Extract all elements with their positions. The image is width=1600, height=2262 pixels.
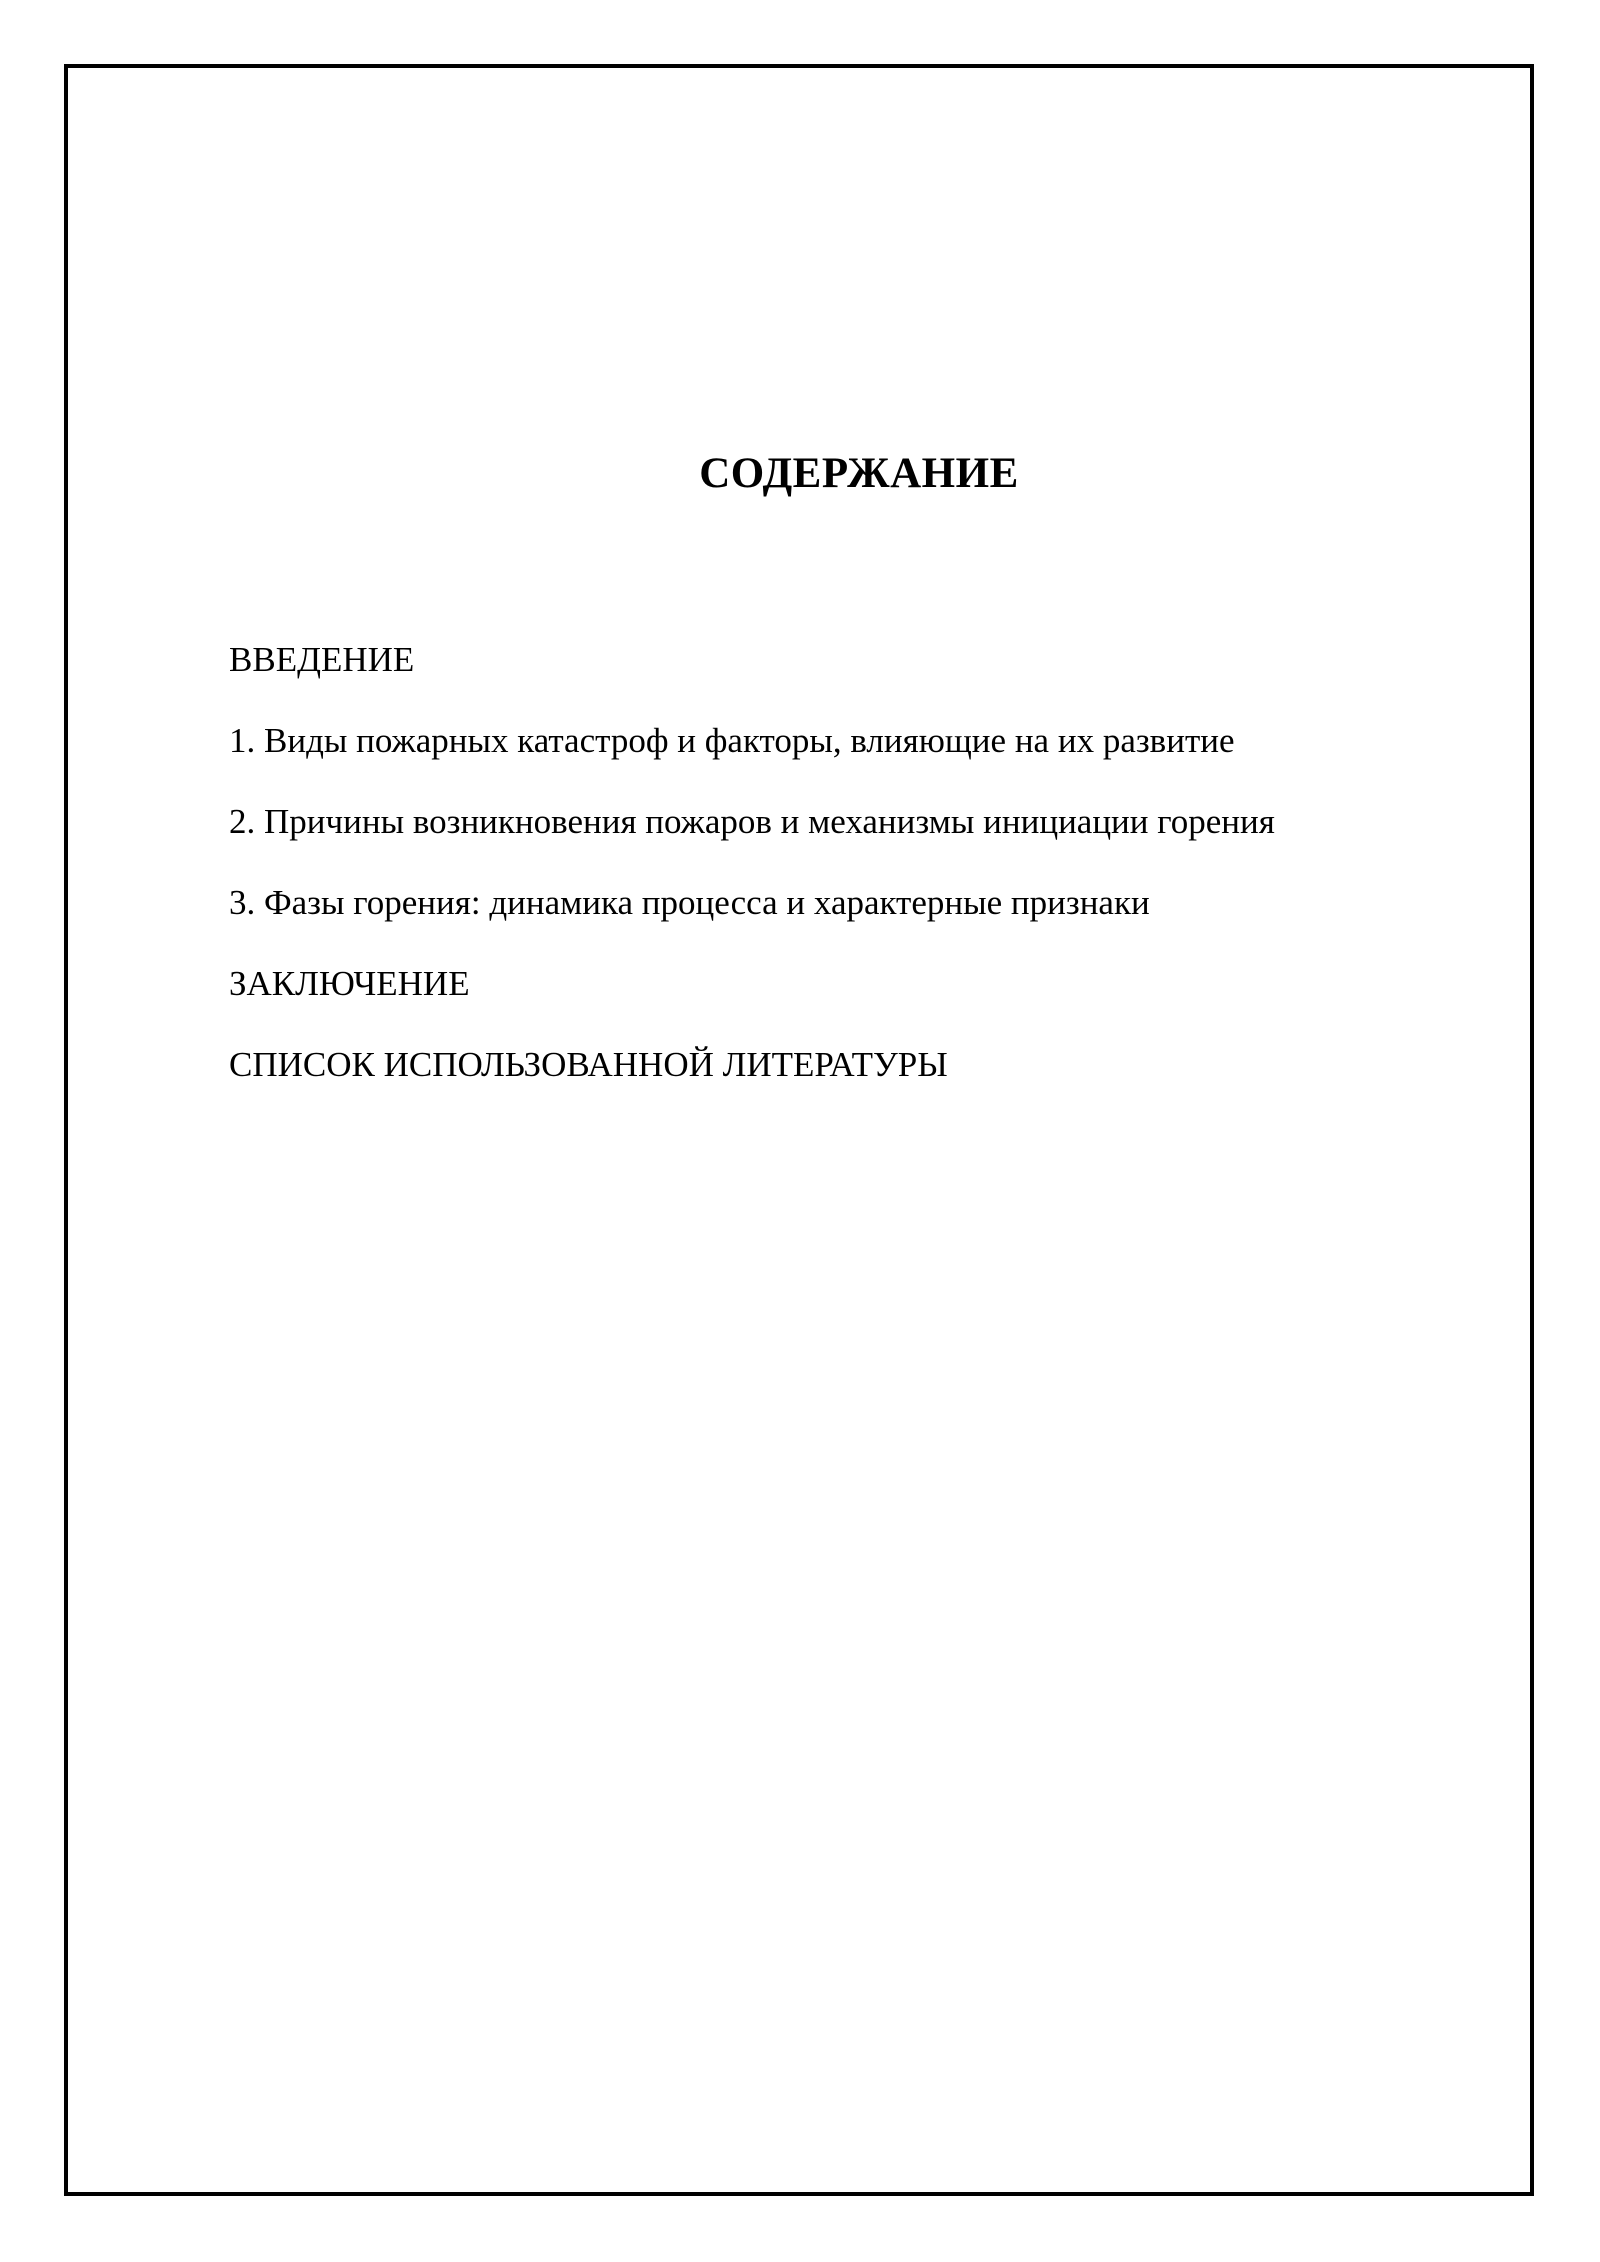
page-border: [64, 64, 1534, 2196]
page-title: СОДЕРЖАНИЕ: [699, 450, 1019, 497]
toc-item-chapter-3: 3. Фазы горения: динамика процесса и характерные признаки: [229, 883, 1150, 922]
toc-item-conclusion: ЗАКЛЮЧЕНИЕ: [229, 964, 470, 1003]
toc-item-chapter-1: 1. Виды пожарных катастроф и факторы, влияющие на их развитие: [229, 721, 1235, 760]
toc-item-introduction: ВВЕДЕНИЕ: [229, 640, 415, 679]
table-of-contents: [229, 642, 1275, 1128]
toc-item-bibliography: СПИСОК ИСПОЛЬЗОВАННОЙ ЛИТЕРАТУРЫ: [229, 1045, 948, 1084]
toc-item-chapter-2: 2. Причины возникновения пожаров и механизмы инициации горения: [229, 802, 1275, 841]
